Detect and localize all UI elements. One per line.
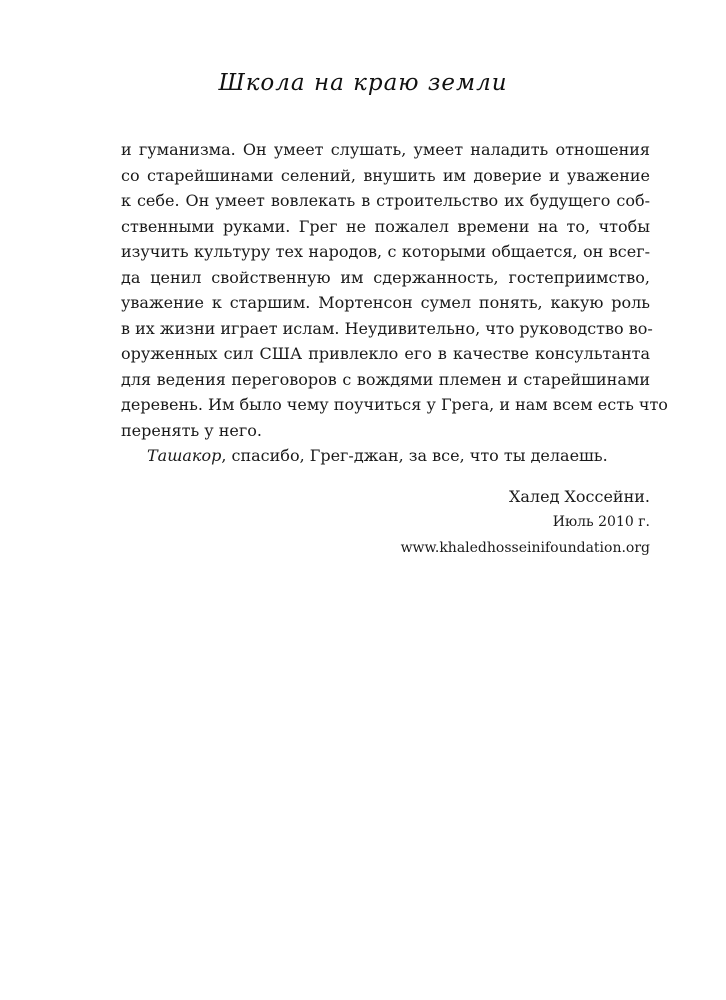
emphasis-word: Ташакор (147, 446, 222, 465)
text-line: изучить культуру тех народов, с которыми общается, он всег- (121, 242, 650, 261)
paragraph-2-text: , спасибо, Грег-джан, за все, что ты делаешь. (221, 446, 608, 465)
author-signature: Халед Хоссейни. (509, 487, 650, 506)
foundation-website: www.khaledhosseinifoundation.org (400, 540, 650, 556)
text-line: оруженных сил США привлекло его в качестве консультанта (121, 344, 650, 363)
text-line: для ведения переговоров с вождями племен и старейшинами (121, 369, 650, 389)
text-line: да ценил свойственную им сдержанность, гостеприимство, (121, 267, 650, 287)
text-line: и гуманизма. Он умеет слушать, умеет наладить отношения (121, 140, 650, 159)
text-line: к себе. Он умеет вовлекать в строительство их будущего соб- (121, 191, 650, 210)
paragraph-1 (121, 137, 668, 443)
paragraph-2 (121, 443, 650, 469)
text-line: перенять у него. (121, 420, 262, 440)
text-line: деревень. Им было чему поучиться у Грега, и нам всем есть что (121, 395, 668, 414)
text-line: со старейшинами селений, внушить им доверие и уважение (121, 165, 650, 185)
text-line: ственными руками. Грег не пожалел времени на то, чтобы (121, 216, 650, 236)
running-head-title: Школа на краю земли (218, 70, 508, 96)
signature-date: Июль 2010 г. (552, 514, 650, 530)
text-line: в их жизни играет ислам. Неудивительно, что руководство во- (121, 318, 653, 338)
body-text (121, 137, 668, 469)
text-line: уважение к старшим. Мортенсон сумел понять, какую роль (121, 293, 650, 312)
